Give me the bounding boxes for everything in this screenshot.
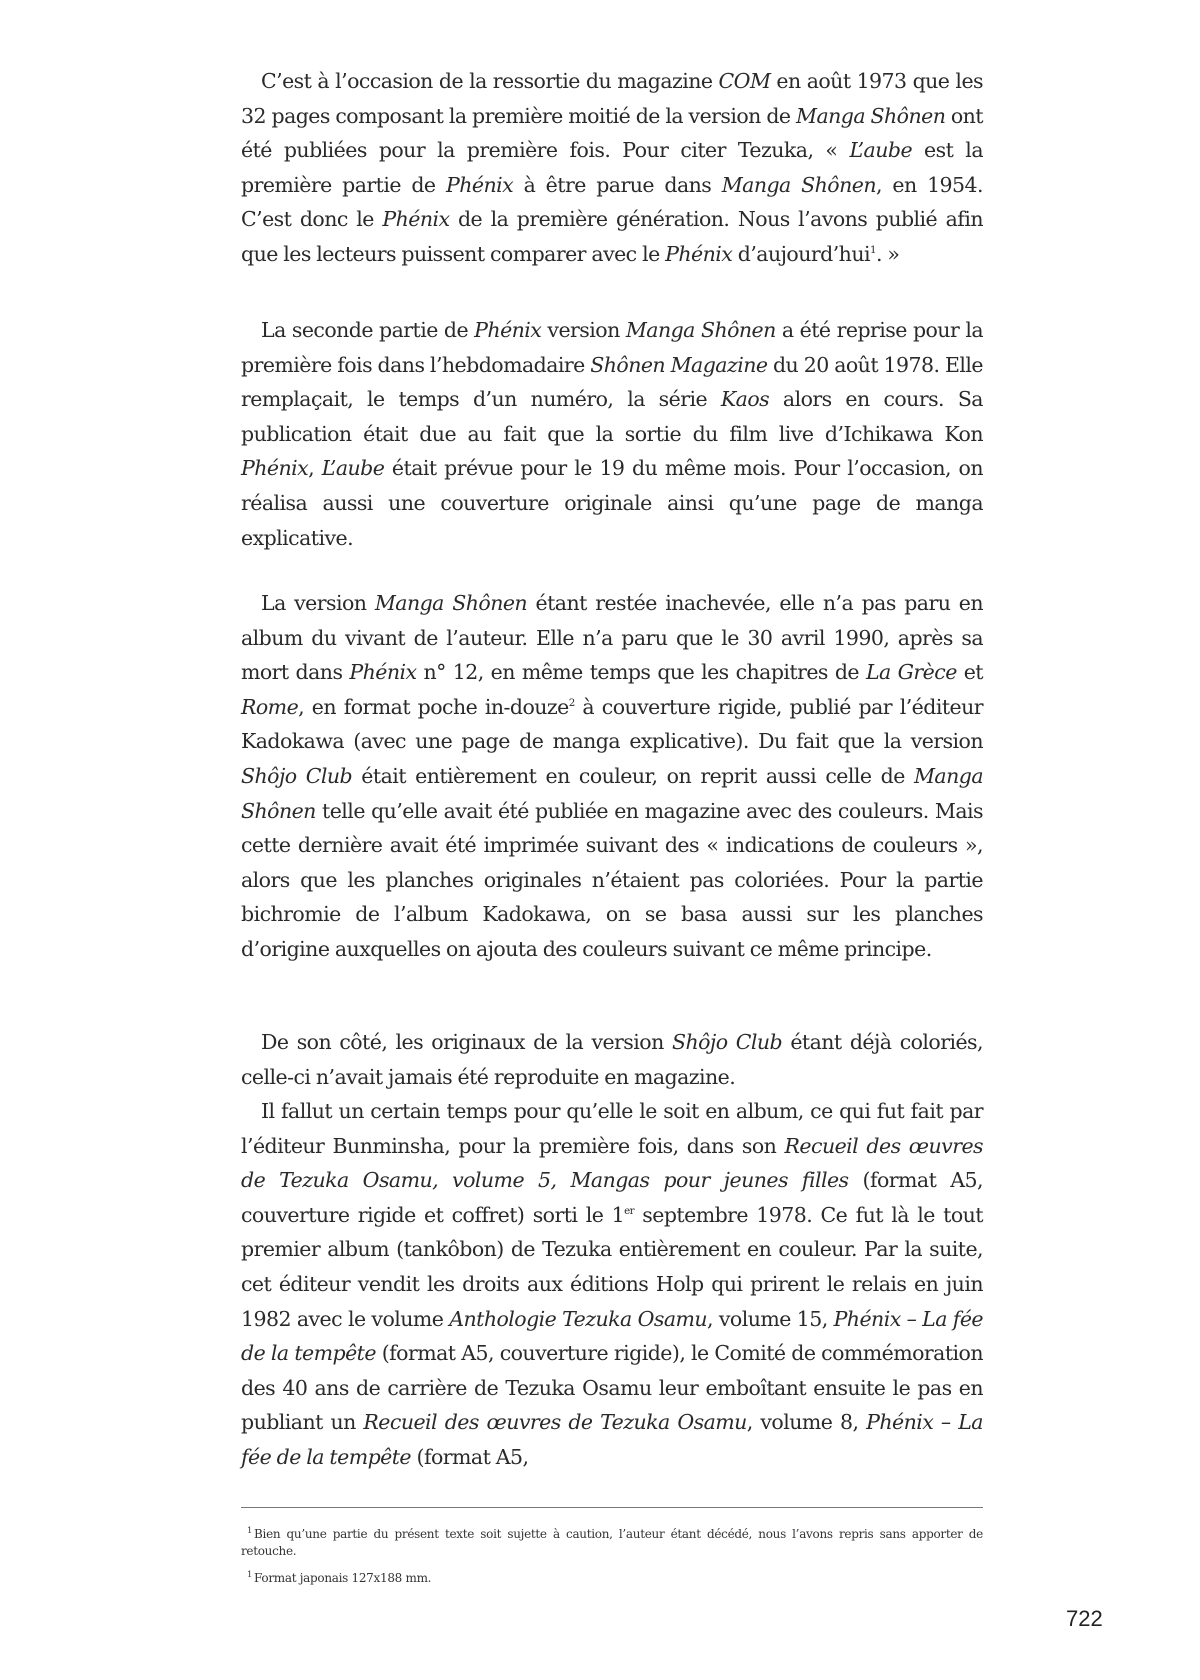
italic-title: Manga Shônen bbox=[796, 103, 946, 128]
text-run: étant déjà coloriés, celle-ci n’avait jamais été reproduite en magazine. bbox=[241, 1030, 983, 1089]
italic-title: Phénix – La fée de la tempête bbox=[241, 1306, 983, 1366]
footnote-ref: 1 bbox=[869, 244, 876, 257]
page-number: 722 bbox=[1066, 1606, 1103, 1631]
text-run: telle qu’elle avait été publiée en magazine avec des couleurs. Mais cette dernière avait été imprimée suivant des « indications de couleurs », alors que les planches originales n’étaient pas coloriées. Pour la partie bichromie de l’album Kadokawa, on se basa aussi sur les planches d’origine auxquelles on ajouta des couleurs suivant ce même principe. bbox=[241, 798, 983, 961]
text-run: n° 12, en même temps que les chapitres de bbox=[416, 660, 866, 685]
text-run: (format A5, couverture rigide), le Comité de commémoration des 40 ans de carrière de Tezuka Osamu leur emboîtant ensuite le pas en publiant un bbox=[241, 1341, 983, 1435]
footnote-2-index: 1 bbox=[247, 1569, 253, 1579]
text-run: est la première partie de bbox=[241, 138, 983, 197]
text-run: en août 1973 que les 32 pages composant la première moitié de la version de bbox=[241, 69, 983, 128]
italic-title: COM bbox=[718, 69, 771, 93]
text-run: C’est à l’occasion de la ressortie du magazine bbox=[261, 69, 719, 93]
italic-title: Phénix bbox=[665, 241, 733, 266]
italic-title: L’aube bbox=[849, 138, 913, 163]
italic-title: Phénix – La fée de la tempête bbox=[241, 1410, 983, 1469]
text-run: à couverture rigide, publié par l’éditeur Kadokawa (avec une page de manga explicative). Du fait que la version bbox=[241, 694, 983, 754]
text-run: ont été publiées pour la première fois. Pour citer Tezuka, « bbox=[241, 103, 983, 163]
text-run: , en format poche in-douze bbox=[298, 694, 569, 719]
paragraph-1 bbox=[241, 64, 983, 272]
text-run: de la première génération. Nous l’avons publié afin que les lecteurs puissent comparer avec le bbox=[241, 207, 983, 266]
text-run: du 20 août 1978. Elle remplaçait, le temps d’un numéro, la série bbox=[241, 352, 983, 412]
text-run: , bbox=[308, 456, 322, 481]
paragraph-5 bbox=[241, 1094, 983, 1475]
italic-title: Manga Shônen bbox=[241, 763, 983, 823]
italic-title: Manga Shônen bbox=[374, 591, 528, 615]
italic-title: L’aube bbox=[321, 456, 385, 481]
text-run: a été reprise pour la première fois dans l’hebdomadaire bbox=[241, 318, 983, 377]
italic-title: Shôjo Club bbox=[671, 1030, 783, 1054]
footnote-1-text: Bien qu’une partie du présent texte soit sujette à caution, l’auteur étant décédé, nous l’avons repris sans apporter de retouche. bbox=[241, 1527, 983, 1558]
footnote-ref: er bbox=[624, 1204, 634, 1217]
footnote-2-text: Format japonais 127x188 mm. bbox=[254, 1571, 432, 1585]
footnote-1 bbox=[241, 1526, 983, 1560]
italic-title: Recueil des œuvres de Tezuka Osamu, volume 5, Mangas pour jeunes filles bbox=[241, 1133, 983, 1193]
text-run: De son côté, les originaux de la version bbox=[261, 1030, 672, 1054]
text-run: , en 1954. C’est donc le bbox=[241, 172, 984, 232]
footnote-1-index: 1 bbox=[247, 1525, 253, 1535]
paragraph-2 bbox=[241, 313, 983, 555]
italic-title: Phénix bbox=[382, 207, 450, 232]
text-run: , volume 15, bbox=[707, 1306, 834, 1331]
text-run: était prévue pour le 19 du même mois. Pour l’occasion, on réalisa aussi une couverture originale ainsi qu’une page de manga explicative. bbox=[241, 456, 983, 550]
text-run: (format A5, couverture rigide et coffret) sorti le 1 bbox=[241, 1168, 983, 1227]
text-run: La version bbox=[261, 591, 375, 615]
text-run: à être parue dans bbox=[513, 172, 722, 197]
italic-title: Phénix bbox=[445, 172, 514, 197]
italic-title: Manga Shônen bbox=[625, 318, 776, 342]
italic-title: Rome bbox=[241, 694, 299, 719]
italic-title: Phénix bbox=[241, 456, 309, 481]
text-run: et bbox=[956, 660, 983, 685]
italic-title: Manga Shônen bbox=[721, 172, 876, 197]
text-run: d’aujourd’hui bbox=[732, 241, 870, 266]
text-run: . » bbox=[875, 241, 900, 266]
text-run: était entièrement en couleur, on reprit aussi celle de bbox=[352, 763, 914, 788]
text-run: version bbox=[541, 318, 626, 342]
text-run: septembre 1978. Ce fut là le tout premier album (tankôbon) de Tezuka entièrement en couleur. Par la suite, cet éditeur vendit les droits aux éditions Holp qui prirent le relais en juin 1982 avec le volume bbox=[241, 1202, 983, 1331]
text-run: étant restée inachevée, elle n’a pas paru en album du vivant de l’auteur. Elle n’a paru que le 30 avril 1990, après sa mort dans bbox=[241, 591, 984, 685]
italic-title: Kaos bbox=[720, 387, 770, 412]
text-run: La seconde partie de bbox=[261, 318, 475, 342]
italic-title: Anthologie Tezuka Osamu bbox=[449, 1306, 708, 1331]
italic-title: Phénix bbox=[349, 660, 417, 685]
italic-title: Recueil des œuvres de Tezuka Osamu bbox=[363, 1410, 747, 1435]
text-run: , volume 8, bbox=[746, 1410, 867, 1435]
italic-title: Phénix bbox=[474, 318, 542, 342]
footnote-divider bbox=[241, 1507, 983, 1508]
italic-title: La Grèce bbox=[865, 660, 957, 685]
italic-title: Shônen Magazine bbox=[590, 352, 768, 377]
paragraph-4 bbox=[241, 1025, 983, 1094]
text-run: Il fallut un certain temps pour qu’elle le soit en album, ce qui fut fait par l’éditeur Bunminsha, pour la première fois, dans son bbox=[241, 1099, 983, 1158]
paragraph-3 bbox=[241, 586, 983, 967]
italic-title: Shôjo Club bbox=[241, 763, 353, 788]
footnote-ref: 2 bbox=[568, 696, 575, 709]
text-run: (format A5, bbox=[411, 1444, 529, 1469]
text-run: alors en cours. Sa publication était due au fait que la sortie du film live d’Ichikawa Kon bbox=[241, 387, 983, 446]
footnote-2 bbox=[241, 1570, 983, 1587]
